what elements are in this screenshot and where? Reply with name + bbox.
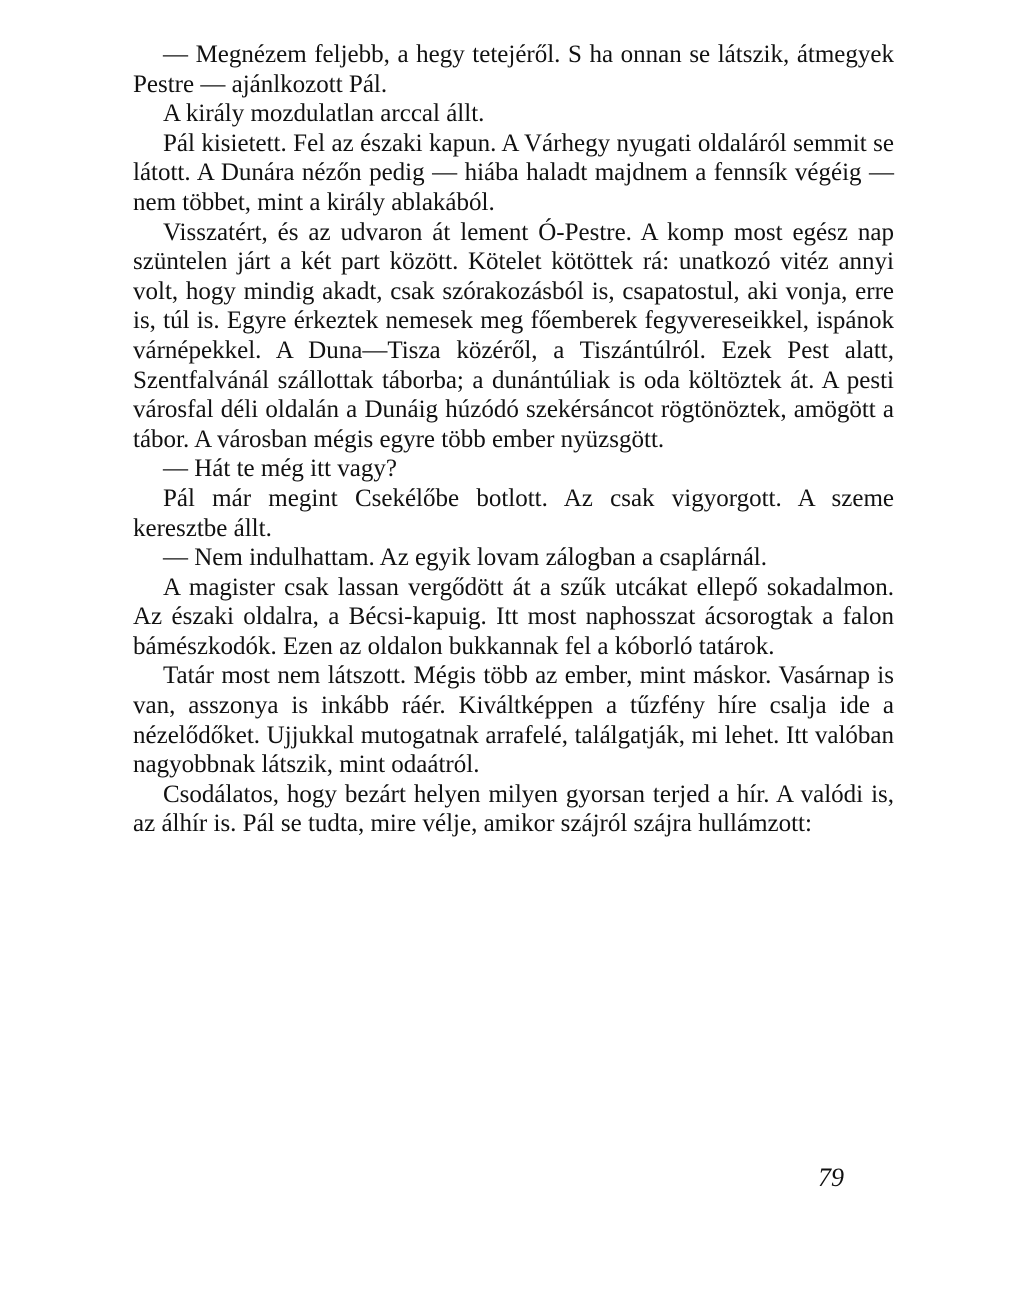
paragraph-csekelo: Pál már megint Csekélőbe botlott. Az csak vigyorgott. A szeme keresztbe állt. <box>133 484 894 542</box>
paragraph-csodalatos: Csodálatos, hogy bezárt helyen milyen gyorsan terjed a hír. A valódi is, az álhír is. Pál se tudta, mire vélje, amikor szájról szájra hullámzott: <box>133 780 894 838</box>
paragraph-dialogue-nem-indulhattam: — Nem indulhattam. Az egyik lovam zálogban a csaplárnál. <box>163 544 767 572</box>
paragraph-tatar: Tatár most nem látszott. Mégis több az ember, mint máskor. Vasárnap is van, asszonya is inkább ráér. Kiváltképpen a tűzfény híre csalja ide a nézelődőket. Ujjukkal mutogatnak arrafelé, találgatják, mi lehet. Itt valóban nagyobbnak látszik, mint odaátról. <box>133 662 894 779</box>
page-number: 79 <box>818 1163 844 1192</box>
paragraph-visszatert: Visszatért, és az udvaron át lement Ó-Pestre. A komp most egész nap szüntelen járt a két part között. Kötelet kötöttek rá: unatkozó vitéz annyi volt, hogy mindig akadt, csak szórakozásból is, csapatostul, aki vonja, erre is, túl is. Egyre érkeztek nemesek meg főemberek fegyvereseikkel, ispánok várnépekkel. A Duna—Tisza közéről, a Tiszántúlról. Ezek Pest alatt, Szentfalvánál szállottak táborba; a dunántúliak is oda költöztek át. A pesti városfal déli oldalán a Dunáig húzódó szekérsáncot rögtönöztek, amögött a tábor. A városban mégis egyre több ember nyüzsgött. <box>133 218 894 453</box>
book-page-text <box>133 40 894 839</box>
paragraph-pal-kisietett: Pál kisietett. Fel az északi kapun. A Várhegy nyugati oldaláról semmit se látott. A Dunára nézőn pedig — hiába haladt majdnem a fennsík végéig — nem többet, mint a király ablakából. <box>133 129 894 216</box>
paragraph-dialogue-megnezem: — Megnézem feljebb, a hegy tetejéről. S ha onnan se látszik, átmegyek Pestre — ajánlkozott Pál. <box>133 41 894 98</box>
paragraph-dialogue-hat-te: — Hát te még itt vagy? <box>163 455 397 483</box>
paragraph-kiraly-allt: A király mozdulatlan arccal állt. <box>163 100 485 128</box>
paragraph-magister: A magister csak lassan vergődött át a szűk utcákat ellepő sokadalmon. Az északi oldalra, a Bécsi-kapuig. Itt most naphosszat ácsorogtak a falon bámészkodók. Ezen az oldalon bukkannak fel a kóborló tatárok. <box>133 573 894 660</box>
